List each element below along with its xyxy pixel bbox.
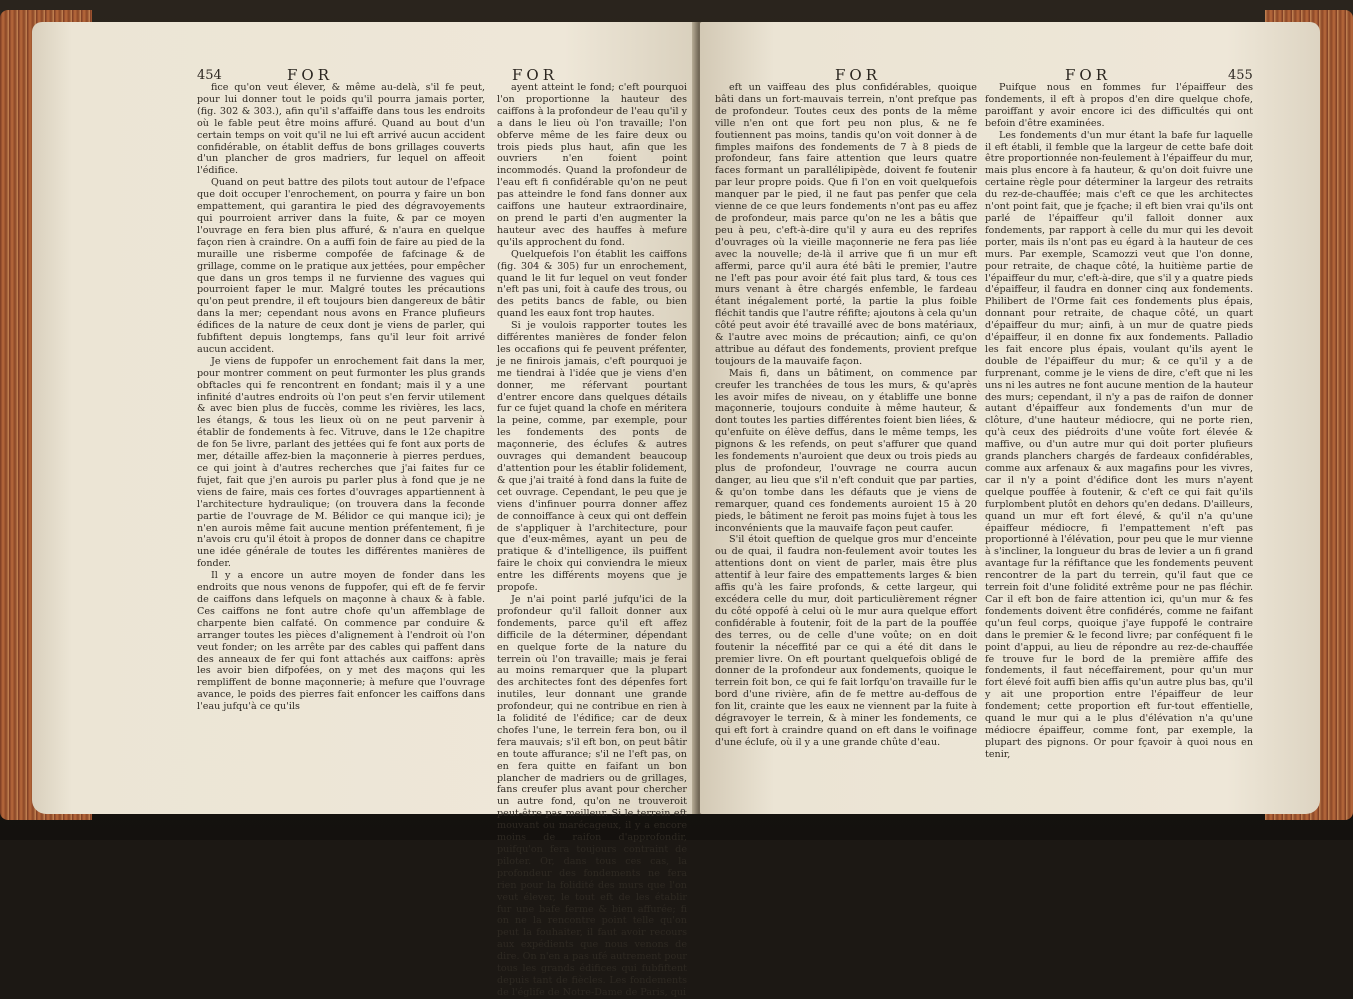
running-header: FOR xyxy=(512,66,558,84)
text-column-2 xyxy=(497,82,688,998)
page-number: 454 xyxy=(197,68,222,83)
running-header: FOR xyxy=(1065,66,1111,84)
text-column-1 xyxy=(715,82,977,802)
right-page xyxy=(700,22,1320,814)
paragraph: Quand on peut battre des pilots tout autour de l'efpace que doit occuper l'enrochement, on pourra y faire un bon empattement, qui garantira le pied des dégravoyements qui pourroient arriver dans la fuite, & par ce moyen l'ouvrage en fera bien plus affuré, & n'aura en quelque façon rien à craindre. On a auffi foin de faire au pied de la muraille une risberme compofée de fafcinage & de grillage, comme on le pratique aux jettées, pour empêcher que dans un gros temps il ne furvienne des vagues qui pourroient faper le mur. Malgré toutes les précautions qu'on peut prendre, il eft toujours bien dangereux de bâtir dans la mer; cependant nous avons en France plufieurs édifices de la nature de ceux dont je viens de parler, qui fubfiftent depuis longtemps, fans qu'il leur foit arrivé aucun accident. xyxy=(197,177,485,355)
paragraph: Je n'ai point parlé jufqu'ici de la profondeur qu'il falloit donner aux fondements, parce qu'il eft affez difficile de la déterminer, dépendant en quelque forte de la nature du terrein où l'on travaille; mais je ferai au moins remarquer que la plupart des architectes font des dépenfes fort inutiles, leur donnant une grande profondeur, qui ne contribue en rien à la folidité de l'édifice; car de deux chofes l'une, le terrein fera bon, ou il fera mauvais; s'il eft bon, on peut bâtir en toute affurance; s'il ne l'eft pas, on en fera quitte en faifant un bon plancher de madriers ou de grillages, fans creufer plus avant pour chercher un autre fond, qu'on ne trouveroit peut-être pas meilleur. Si le terrein eft mouvant ou marécageux, il y a encore moins de raifon d'approfondir, puifqu'on fera toujours contraint de piloter. Or, dans tous ces cas, la profondeur des fondements ne fera rien pour la folidité des murs que l'on veut élever, le tout eft de les établir fur une bafe ferme & bien affurée; fi on ne la rencontre point telle qu'on peut la fouhaiter, il faut avoir recours aux expédients que nous venons de dire. On n'en a pas ufé autrement pour tous les grands édifices qui fubfiftent depuis tant de fiècles. Les fondements de l'églife de Notre-Dame de Paris, qui xyxy=(497,593,688,998)
running-header: FOR xyxy=(835,66,881,84)
left-page xyxy=(32,22,697,998)
paragraph: S'il étoit queftion de quelque gros mur d'enceinte ou de quai, il faudra non-feulement avoir toutes les attentions dont on vient de parler, mais être plus attentif à leur faire des empattements larges & bien affis qu'à les faire profonds, & cette largeur, qui excédera celle du mur, doit particulièrement régner du côté oppofé à celui où le mur aura quelque effort confidérable à foutenir, foit de la part de la pouffée des terres, ou de celle d'une voûte; on en doit foutenir la néceffité par ce qui a été dit dans le premier livre. On eft pourtant quelquefois obligé de donner de la profondeur aux fondements, quoique le terrein foit bon, ce qui fe fait lorfqu'on travaille fur le bord d'une rivière, afin de fe mettre au-deffous de fon lit, crainte que les eaux ne viennent par la fuite à dégravoyer le terrein, & à miner les fondements, ce qui eft fort à craindre quand on eft dans le voifinage d'une éclufe, où il y a une grande chûte d'eau. xyxy=(715,534,977,748)
paragraph: Je viens de fuppofer un enrochement fait dans la mer, pour montrer comment on peut furmonter les plus grands obftacles qui fe rencontrent en fondant; mais il y a une infinité d'autres endroits où l'on peut s'en fervir utilement & avec bien plus de fuccès, comme les rivières, les lacs, les étangs, & tous les lieux où on ne peut parvenir à établir de fondements à fec. Vitruve, dans le 12e chapitre de fon 5e livre, parlant des jettées qui fe font aux ports de mer, détaille affez-bien la maçonnerie à pierres perdues, ce qui joint à d'autres recherches que j'ai faites fur ce fujet, fait que j'en aurois pu parler plus à fond que je ne viens de faire, mais ces fortes d'ouvrages appartiennent à l'architecture hydraulique; (on trouvera dans la feconde partie de l'ouvrage de M. Bélidor ce qui manque ici); je n'en aurois même fait aucune mention préfentement, fi je n'avois cru qu'il étoit à propos de donner dans ce chapitre une idée générale de toutes les différentes manières de fonder. xyxy=(197,355,485,570)
paragraph: ayent atteint le fond; c'eft pourquoi l'on proportionne la hauteur des caiffons à la profondeur de l'eau qu'il y a dans le lieu où l'on travaille; l'on obferve même de les faire deux ou trois pieds plus haut, afin que les ouvriers n'en foient point incommodés. Quand la profondeur de l'eau eft fi confidérable qu'on ne peut pas atteindre le fond fans donner aux caiffons une hauteur extraordinaire, on prend le parti d'en augmenter la hauteur avec des hauffes à mefure qu'ils approchent du fond. xyxy=(497,82,687,248)
paragraph: Puifque nous en fommes fur l'épaiffeur des fondements, il eft à propos d'en dire quelque chofe, paroiffant y avoir encore ici des difficultés qui ont befoin d'être examinées. xyxy=(985,82,1253,129)
paragraph: Les fondements d'un mur étant la bafe fur laquelle il eft établi, il femble que la largeur de cette bafe doit être proportionnée non-feulement à l'épaiffeur du mur, mais plus encore à fa hauteur, & qu'on doit fuivre une certaine règle pour déterminer la largeur des retraits du rez-de-chauffée; mais c'eft ce que les architectes n'ont point fait, que je fçache; il eft bien vrai qu'ils ont parlé de l'épaiffeur qu'il falloit donner aux fondements, par rapport à celle du mur qui les devoit porter, mais ils n'ont pas eu égard à la hauteur de ces murs. Par exemple, Scamozzi veut que l'on donne, pour retraite, de chaque côté, la huitième partie de l'épaiffeur du mur, c'eft-à-dire, que s'il y a quatre pieds d'épaiffeur, il faudra en donner cinq aux fondements. Philibert de l'Orme fait ces fondements plus épais, donnant pour retraite, de chaque côté, un quart d'épaiffeur du mur; ainfi, à un mur de quatre pieds d'épaiffeur, il en donne fix aux fondements. Palladio les fait encore plus épais, voulant qu'ils ayent le double de l'épaiffeur du mur; & ce qu'il y a de furprenant, comme je le viens de dire, c'eft que ni les uns ni les autres ne font aucune mention de la hauteur des murs; cependant, il n'y a pas de raifon de donner autant d'épaiffeur aux fondements d'un mur de clôture, d'une hauteur médiocre, qui ne porte rien, qu'à ceux des piédroits d'une voûte fort élevée & maffive, ou d'un autre mur qui doit porter plufieurs grands planchers chargés de fardeaux confidérables, comme aux arfenaux & aux magafins pour les vivres, car il n'y a point d'édifice dont les murs n'ayent quelque pouffée à foutenir, & c'eft ce qui fait qu'ils furplombent plutôt en dehors qu'en dedans. D'ailleurs, quand un mur eft fort élevé, & qu'il n'a qu'une épaiffeur médiocre, fi l'empattement n'eft pas proportionné à l'élévation, pour peu que le mur vienne à s'incliner, la longueur du bras de levier a un fi grand avantage fur la réfiftance que les fondements peuvent rencontrer de la part du terrein, qu'il faut que ce terrein foit d'une folidité extrême pour ne pas fléchir. Car il eft bon de faire attention ici, qu'un mur & fes fondements doivent être confidérés, comme ne faifant qu'un feul corps, quoique j'aye fuppofé le contraire dans le premier & le fecond livre; par conféquent fi le point d'appui, au lieu de répondre au rez-de-chauffée fe trouve fur le bord de la première affife des fondements, il faut néceffairement, pour qu'un mur fort élevé foit auffi bien affis qu'un autre plus bas, qu'il y ait une proportion entre l'épaiffeur de leur fondement; cette proportion eft fur-tout effentielle, quand le mur qui a le plus d'élévation n'a qu'une médiocre épaiffeur, comme font, par exemple, la plupart des pignons. Or pour fçavoir à quoi nous en tenir, xyxy=(985,129,1253,760)
paragraph: eft un vaiffeau des plus confidérables, quoique bâti dans un fort-mauvais terrein, n'ont prefque pas de profondeur. Toutes ceux des ponts de la même ville n'en ont que fort peu non plus, & ne fe foutiennent pas moins, tandis qu'on voit donner à de fimples maifons des fondements de 7 à 8 pieds de profondeur, fans faire attention que leurs quatre faces formant un parallélipipède, doivent fe foutenir par leur propre poids. Que fi l'on en voit quelquefois manquer par le pied, il ne faut pas penfer que cela vienne de ce que leurs fondements n'ont pas eu affez de profondeur, mais parce qu'on ne les a bâtis que peu à peu, c'eft-à-dire qu'il y aura eu des reprifes d'ouvrages où la vieille maçonnerie ne fera pas liée avec la nouvelle; de-là il arrive que fi un mur eft affermi, parce qu'il aura été bâti le premier, l'autre ne l'eft pas pour avoir été fait plus tard, & tous ces murs venant à être chargés enfemble, le fardeau étant inégalement porté, la partie la plus foible fléchit tandis que l'autre réfifte; ajoutons à cela qu'un côté peut avoir été travaillé avec de bons matériaux, & l'autre avec moins de précaution; ainfi, ce qu'on attribue au défaut des fondements, provient prefque toujours de la mauvaife façon. xyxy=(715,82,977,367)
running-header: FOR xyxy=(287,66,333,84)
text-column-2 xyxy=(985,82,1253,802)
paragraph: Mais fi, dans un bâtiment, on commence par creufer les tranchées de tous les murs, & qu'après les avoir mifes de niveau, on y établiffe une bonne maçonnerie, toujours conduite à même hauteur, & dont toutes les parties différentes foient bien liées, & qu'enfuite on élève deffus, dans le même temps, les pignons & les refends, on peut s'affurer que quand les fondements n'auroient que deux ou trois pieds au plus de profondeur, l'ouvrage ne courra aucun danger, au lieu que s'il n'eft conduit que par parties, & qu'on tombe dans les défauts que je viens de remarquer, quand ces fondements auroient 15 à 20 pieds, le bâtiment ne feroit pas moins fujet à tous les inconvénients que la mauvaife façon peut caufer. xyxy=(715,367,977,534)
page-number: 455 xyxy=(1228,68,1253,83)
paragraph: Si je voulois rapporter toutes les différentes manières de fonder felon les occafions qui fe peuvent préfenter, je ne finirois jamais, c'eft pourquoi je me tiendrai à l'idée que je viens d'en donner, me réfervant pourtant d'entrer encore dans quelques détails fur ce fujet quand la chofe en méritera la peine, comme, par exemple, pour les fondements des ponts de maçonnerie, des éclufes & autres ouvrages qui demandent beaucoup d'attention pour les établir folidement, & que j'ai traité à fond dans la fuite de cet ouvrage. Cependant, le peu que je viens d'infinuer pourra donner affez de connoiffance à ceux qui ont deffein de s'appliquer à l'architecture, pour que d'eux-mêmes, ayant un peu de pratique & d'intelligence, ils puiffent faire le choix qui conviendra le mieux entre les différents moyens que je propofe. xyxy=(497,320,687,594)
paragraph: fice qu'on veut élever, & même au-delà, s'il fe peut, pour lui donner tout le poids qu'il pourra jamais porter, (fig. 302 & 303.), afin qu'il s'affaiffe dans tous les endroits où le fable peut être moins affuré. Quand au bout d'un certain temps on voit qu'il ne lui eft arrivé aucun accident confidérable, on établit deffus de bons grillages couverts d'un plancher de gros madriers, fur lequel on affeoit l'édifice. xyxy=(197,82,485,177)
text-column-1 xyxy=(197,82,485,802)
paragraph: Il y a encore un autre moyen de fonder dans les endroits que nous venons de fuppofer, qui eft de fe fervir de caiffons dans lefquels on maçonne à chaux & à fable. Ces caiffons ne font autre chofe qu'un affemblage de charpente bien calfaté. On commence par conduire & arranger toutes les pièces d'alignement à l'endroit où l'on veut fonder; on les arrête par des cables qui paffent dans des anneaux de fer qui font attachés aux caiffons: après les avoir bien difpofées, on y met des maçons qui les rempliffent de bonne maçonnerie; à mefure que l'ouvrage avance, le poids des pierres fait enfoncer les caiffons dans l'eau jufqu'à ce qu'ils xyxy=(197,570,485,713)
paragraph: Quelquefois l'on établit les caiffons (fig. 304 & 305) fur un enrochement, quand le lit fur lequel on veut fonder n'eft pas uni, foit à caufe des trous, ou des petits bancs de fable, ou bien quand les eaux font trop hautes. xyxy=(497,248,687,320)
